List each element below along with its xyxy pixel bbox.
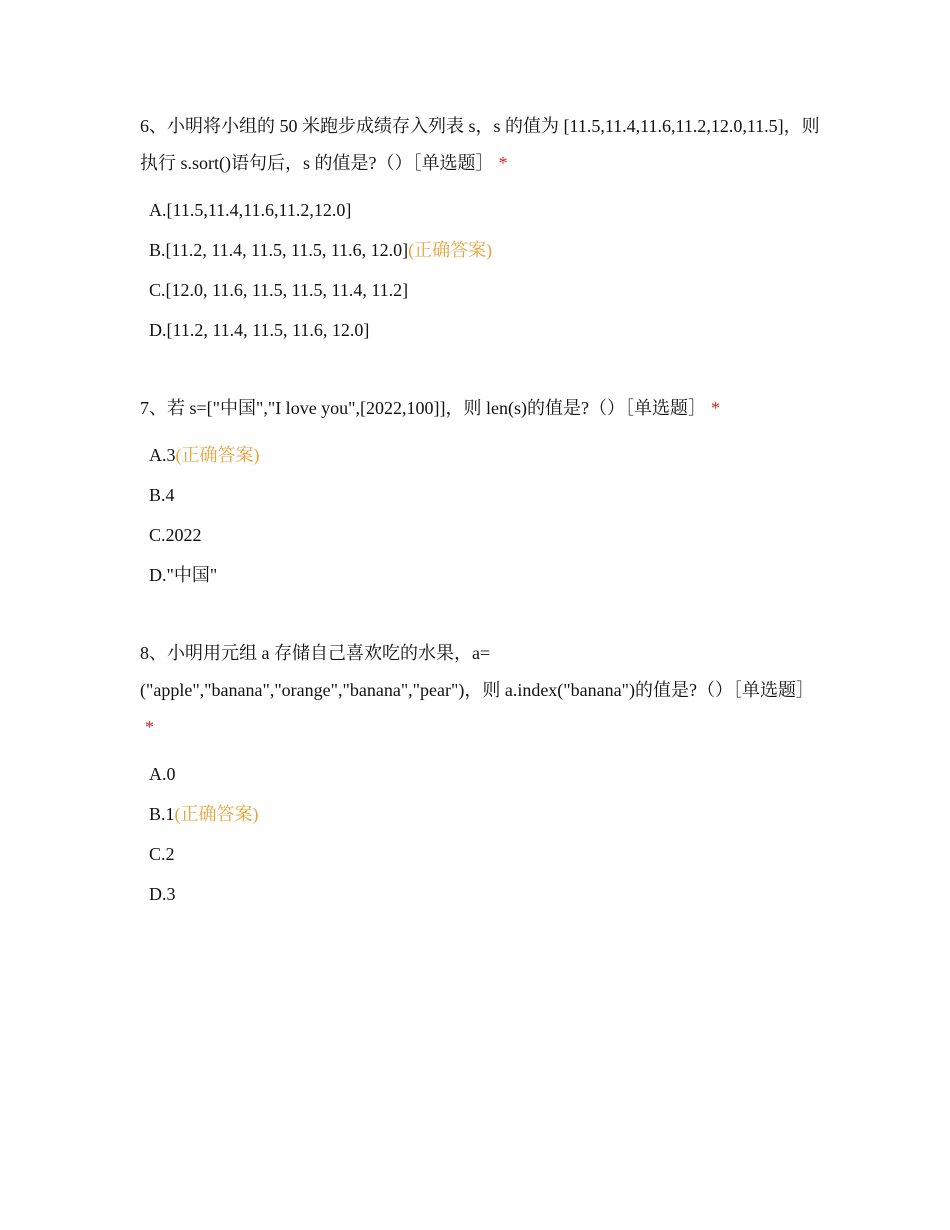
option-b[interactable] [149, 230, 820, 270]
required-mark: * [710, 398, 720, 418]
option-a[interactable] [149, 435, 820, 475]
question-text: 7、若 s=["中国","I love you",[2022,100]]，则 len(s)的值是?（）［单选题］ [140, 398, 706, 418]
option-a[interactable] [149, 190, 820, 230]
option-b[interactable] [149, 794, 820, 834]
option-c[interactable] [149, 834, 820, 874]
option-label: A.3 [149, 445, 176, 465]
option-d[interactable] [149, 310, 820, 350]
option-label: C.2 [149, 844, 175, 864]
option-label: A.0 [149, 764, 176, 784]
required-mark: * [145, 717, 154, 737]
option-c[interactable] [149, 515, 820, 555]
question-text: 6、小明将小组的 50 米跑步成绩存入列表 s，s 的值为 [11.5,11.4,11.6,11.2,12.0,11.5]，则执行 s.sort()语句后，s 的值是?（）［单选题］ [140, 116, 820, 173]
required-mark: * [498, 153, 508, 173]
options-list [149, 435, 820, 595]
option-d[interactable] [149, 555, 820, 595]
options-list [149, 754, 820, 914]
question-title [140, 635, 820, 746]
correct-answer-tag: (正确答案) [175, 445, 260, 465]
option-label: C.[12.0, 11.6, 11.5, 11.5, 11.4, 11.2] [149, 280, 409, 300]
option-label: B.1 [149, 804, 175, 824]
option-label: D."中国" [149, 565, 218, 585]
option-b[interactable] [149, 475, 820, 515]
option-a[interactable] [149, 754, 820, 794]
option-label: C.2022 [149, 525, 202, 545]
question-6 [140, 108, 820, 350]
question-8 [140, 635, 820, 914]
correct-answer-tag: (正确答案) [174, 804, 259, 824]
option-c[interactable] [149, 270, 820, 310]
question-title [140, 108, 820, 182]
question-spacer [140, 595, 820, 635]
options-list [149, 190, 820, 350]
question-title [140, 390, 820, 427]
correct-answer-tag: (正确答案) [408, 240, 493, 260]
question-text: 8、小明用元组 a 存储自己喜欢吃的水果，a=("apple","banana","orange","banana","pear")，则 a.index("banana")的值是?（）［单选题］ [140, 643, 814, 700]
option-label: B.4 [149, 485, 175, 505]
option-label: D.3 [149, 884, 176, 904]
question-7 [140, 390, 820, 595]
option-d[interactable] [149, 874, 820, 914]
question-spacer [140, 350, 820, 390]
quiz-document [140, 108, 820, 914]
option-label: B.[11.2, 11.4, 11.5, 11.5, 11.6, 12.0] [149, 240, 409, 260]
option-label: A.[11.5,11.4,11.6,11.2,12.0] [149, 200, 352, 220]
option-label: D.[11.2, 11.4, 11.5, 11.6, 12.0] [149, 320, 370, 340]
